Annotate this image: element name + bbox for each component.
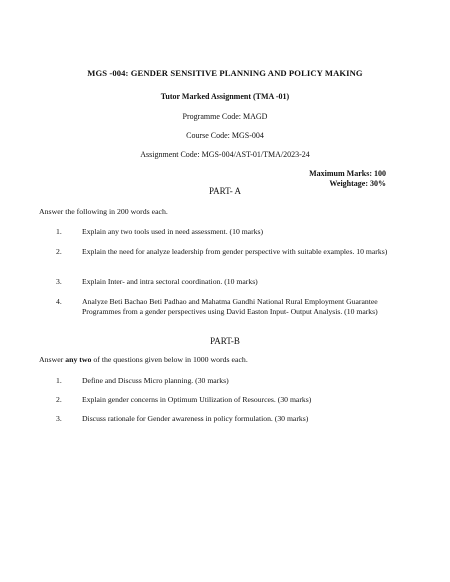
question-text: Analyze Beti Bachao Beti Padhao and Mahatma Gandhi National Rural Employment Guarantee Programmes from a gender perspectives using David Easton Input- Output Analysis. (10 marks) <box>82 297 378 317</box>
list-item <box>56 395 311 405</box>
question-number: 3. <box>56 414 62 423</box>
list-item <box>56 227 263 237</box>
question-number: 4. <box>56 297 62 306</box>
list-item <box>56 376 229 386</box>
course-code: Course Code: MGS-004 <box>186 131 264 140</box>
part-b-heading: PART-B <box>210 336 240 346</box>
list-item <box>56 297 402 318</box>
question-number: 2. <box>56 247 62 256</box>
list-item <box>56 247 412 257</box>
question-text: Explain any two tools used in need assessment. (10 marks) <box>82 227 264 236</box>
question-number: 1. <box>56 227 62 236</box>
list-item <box>56 414 308 424</box>
assignment-subtitle: Tutor Marked Assignment (TMA -01) <box>160 92 290 101</box>
part-a-instruction: Answer the following in 200 words each. <box>39 207 168 216</box>
programme-code: Programme Code: MAGD <box>182 112 268 121</box>
question-number: 2. <box>56 395 62 404</box>
instruction-emphasis: any two <box>65 355 92 364</box>
question-number: 1. <box>56 376 62 385</box>
document-title: MGS -004: GENDER SENSITIVE PLANNING AND POLICY MAKING <box>87 68 363 78</box>
question-text: Define and Discuss Micro planning. (30 marks) <box>82 376 229 385</box>
question-text: Discuss rationale for Gender awareness in policy formulation. (30 marks) <box>82 414 309 423</box>
assignment-code: Assignment Code: MGS-004/AST-01/TMA/2023-24 <box>140 150 310 159</box>
question-number: 3. <box>56 277 62 286</box>
question-text: Explain gender concerns in Optimum Utilization of Resources. (30 marks) <box>82 395 312 404</box>
maximum-marks: Maximum Marks: 100 <box>309 169 386 178</box>
instruction-text: Answer <box>39 355 66 364</box>
question-text: Explain Inter- and intra sectoral coordination. (10 marks) <box>82 277 258 286</box>
part-a-heading: PART- A <box>208 186 242 196</box>
question-text: Explain the need for analyze leadership from gender perspective with suitable examples. 10 marks) <box>82 247 388 256</box>
weightage: Weightage: 30% <box>329 179 386 188</box>
part-b-instruction <box>39 355 248 364</box>
instruction-text: of the questions given below in 1000 words each. <box>91 355 248 364</box>
list-item <box>56 277 258 287</box>
